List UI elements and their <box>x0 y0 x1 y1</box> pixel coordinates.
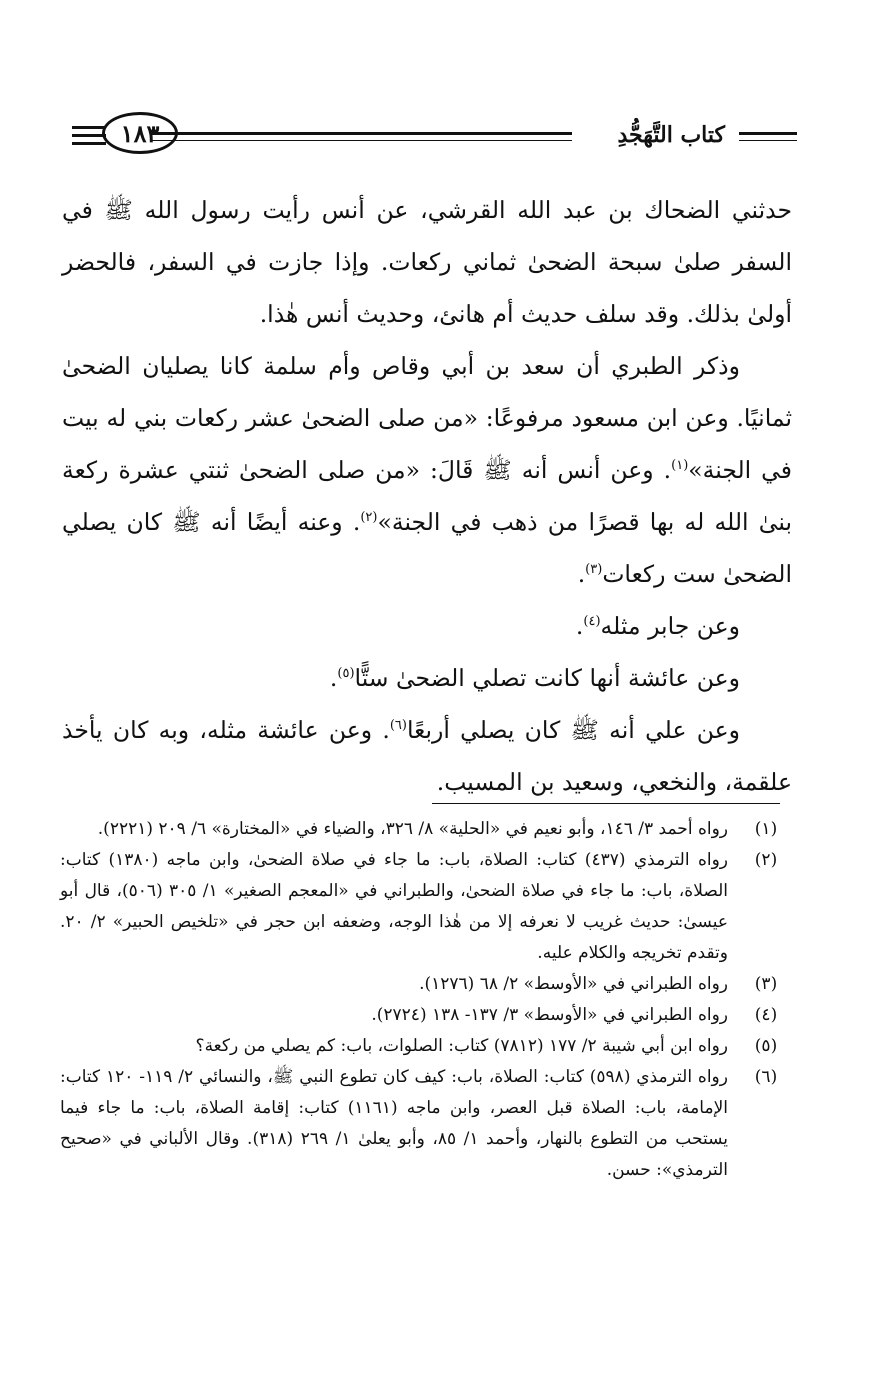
main-text <box>62 184 792 808</box>
header-rule <box>739 140 797 141</box>
footnote-number: (٥) <box>754 1036 778 1056</box>
footnote-separator <box>432 803 780 804</box>
footnote-reference: (٢) <box>360 510 378 526</box>
paragraph-text: . <box>329 664 338 692</box>
footnote-number: (٦) <box>754 1067 778 1087</box>
paragraph-text: وعن جابر مثله <box>600 612 740 640</box>
footnote-reference: (٤) <box>583 614 601 630</box>
footnote-text: رواه الطبراني في «الأوسط» ٣/ ١٣٧- ١٣٨ (٢٧٢٤). <box>371 1005 728 1025</box>
footnote-text: رواه الترمذي (٥٩٨) كتاب: الصلاة، باب: كيف كان تطوع النبي ﷺ، والنسائي ٢/ ١١٩- ١٢٠ كتاب: الإمامة، باب: الصلاة قبل العصر، وابن ماجه (١١٦١) كتاب: إقامة الصلاة، باب: ما جاء فيما يستحب من التطوع بالنهار، وأحمد ١/ ٨٥، وأبو يعلىٰ ١/ ٢٦٩ (٣١٨). وقال الألباني في «صحيح الترمذي»: حسن. <box>60 1067 729 1180</box>
footnote-text: رواه ابن أبي شيبة ٢/ ١٧٧ (٧٨١٢) كتاب: الصلوات، باب: كم يصلي من ركعة؟ <box>195 1036 728 1056</box>
header-rule <box>152 132 572 135</box>
footnote <box>60 814 790 845</box>
footnote <box>60 1031 790 1062</box>
footnote-reference: (٣) <box>585 562 603 578</box>
footnote-number: (٣) <box>754 974 778 994</box>
footnote <box>60 969 790 1000</box>
footnotes <box>60 814 790 1186</box>
paragraph-text: وعن عائشة أنها كانت تصلي الضحىٰ ستًّا <box>354 664 740 692</box>
paragraph-text: . <box>575 612 584 640</box>
footnote-text: رواه أحمد ٣/ ١٤٦، وأبو نعيم في «الحلية» ٨/ ٣٢٦، والضياء في «المختارة» ٦/ ٢٠٩ (٢٢٢١). <box>97 819 728 839</box>
header-rule <box>739 132 797 135</box>
header-rule <box>152 140 572 141</box>
footnote-reference: (٥) <box>337 666 355 682</box>
footnote <box>60 1062 790 1186</box>
paragraph <box>62 652 792 704</box>
footnote-text: رواه الطبراني في «الأوسط» ٢/ ٦٨ (١٢٧٦). <box>419 974 728 994</box>
header-rule <box>72 126 106 129</box>
paragraph-text: . وعنه أيضًا أنه ﷺ كان يصلي الضحىٰ ست ركعات <box>62 508 792 588</box>
footnote-number: (١) <box>754 819 778 839</box>
header-rule <box>72 134 106 137</box>
paragraph-text: . وعن عائشة مثله، وبه كان يأخذ علقمة، والنخعي، وسعيد بن المسيب. <box>62 716 792 796</box>
paragraph <box>62 184 792 340</box>
paragraph <box>62 340 792 600</box>
paragraph-text: وعن علي أنه ﷺ كان يصلي أربعًا <box>406 716 740 744</box>
footnote-number: (٢) <box>754 850 778 870</box>
footnote-reference: (٦) <box>389 718 407 734</box>
footnote-reference: (١) <box>671 458 689 474</box>
paragraph-text: . وعن أنس أنه ﷺ قَالَ: «من صلى الضحىٰ ثنتي عشرة ركعة بنىٰ الله له بها قصرًا من ذهب في الجنة» <box>62 456 792 536</box>
paragraph-text: . <box>577 560 586 588</box>
footnote-number: (٤) <box>754 1005 778 1025</box>
footnote-text: رواه الترمذي (٤٣٧) كتاب: الصلاة، باب: ما جاء في صلاة الضحىٰ، وابن ماجه (١٣٨٠) كتاب: الصلاة، باب: ما جاء في صلاة الضحىٰ، والطبراني في «المعجم الصغير» ١/ ٣٠٥ (٥٠٦)، قال أبو عيسىٰ: حديث غريب لا نعرفه إلا من هٰذا الوجه، وضعفه ابن حجر في «تلخيص الحبير» ٢/ ٢٠. وتقدم تخريجه والكلام عليه. <box>60 850 729 963</box>
page-header <box>72 108 797 166</box>
footnote <box>60 845 790 969</box>
paragraph-text: حدثني الضحاك بن عبد الله القرشي، عن أنس رأيت رسول الله ﷺ في السفر صلىٰ سبحة الضحىٰ ثماني ركعات. وإذا جازت في السفر، فالحضر أولىٰ بذلك. وقد سلف حديث أم هانئ، وحديث أنس هٰذا. <box>62 196 792 328</box>
paragraph <box>62 600 792 652</box>
paragraph <box>62 704 792 808</box>
paragraph-text: وذكر الطبري أن سعد بن أبي وقاص وأم سلمة كانا يصليان الضحىٰ ثمانيًا. وعن ابن مسعود مرفوعًا: «من صلى الضحىٰ عشر ركعات بني له بيت في الجنة» <box>62 352 793 484</box>
page-number: ١٨٣ <box>102 112 178 154</box>
book-title: كتاب التَّهَجُّدِ <box>617 122 725 148</box>
header-rule <box>72 142 106 145</box>
footnote <box>60 1000 790 1031</box>
